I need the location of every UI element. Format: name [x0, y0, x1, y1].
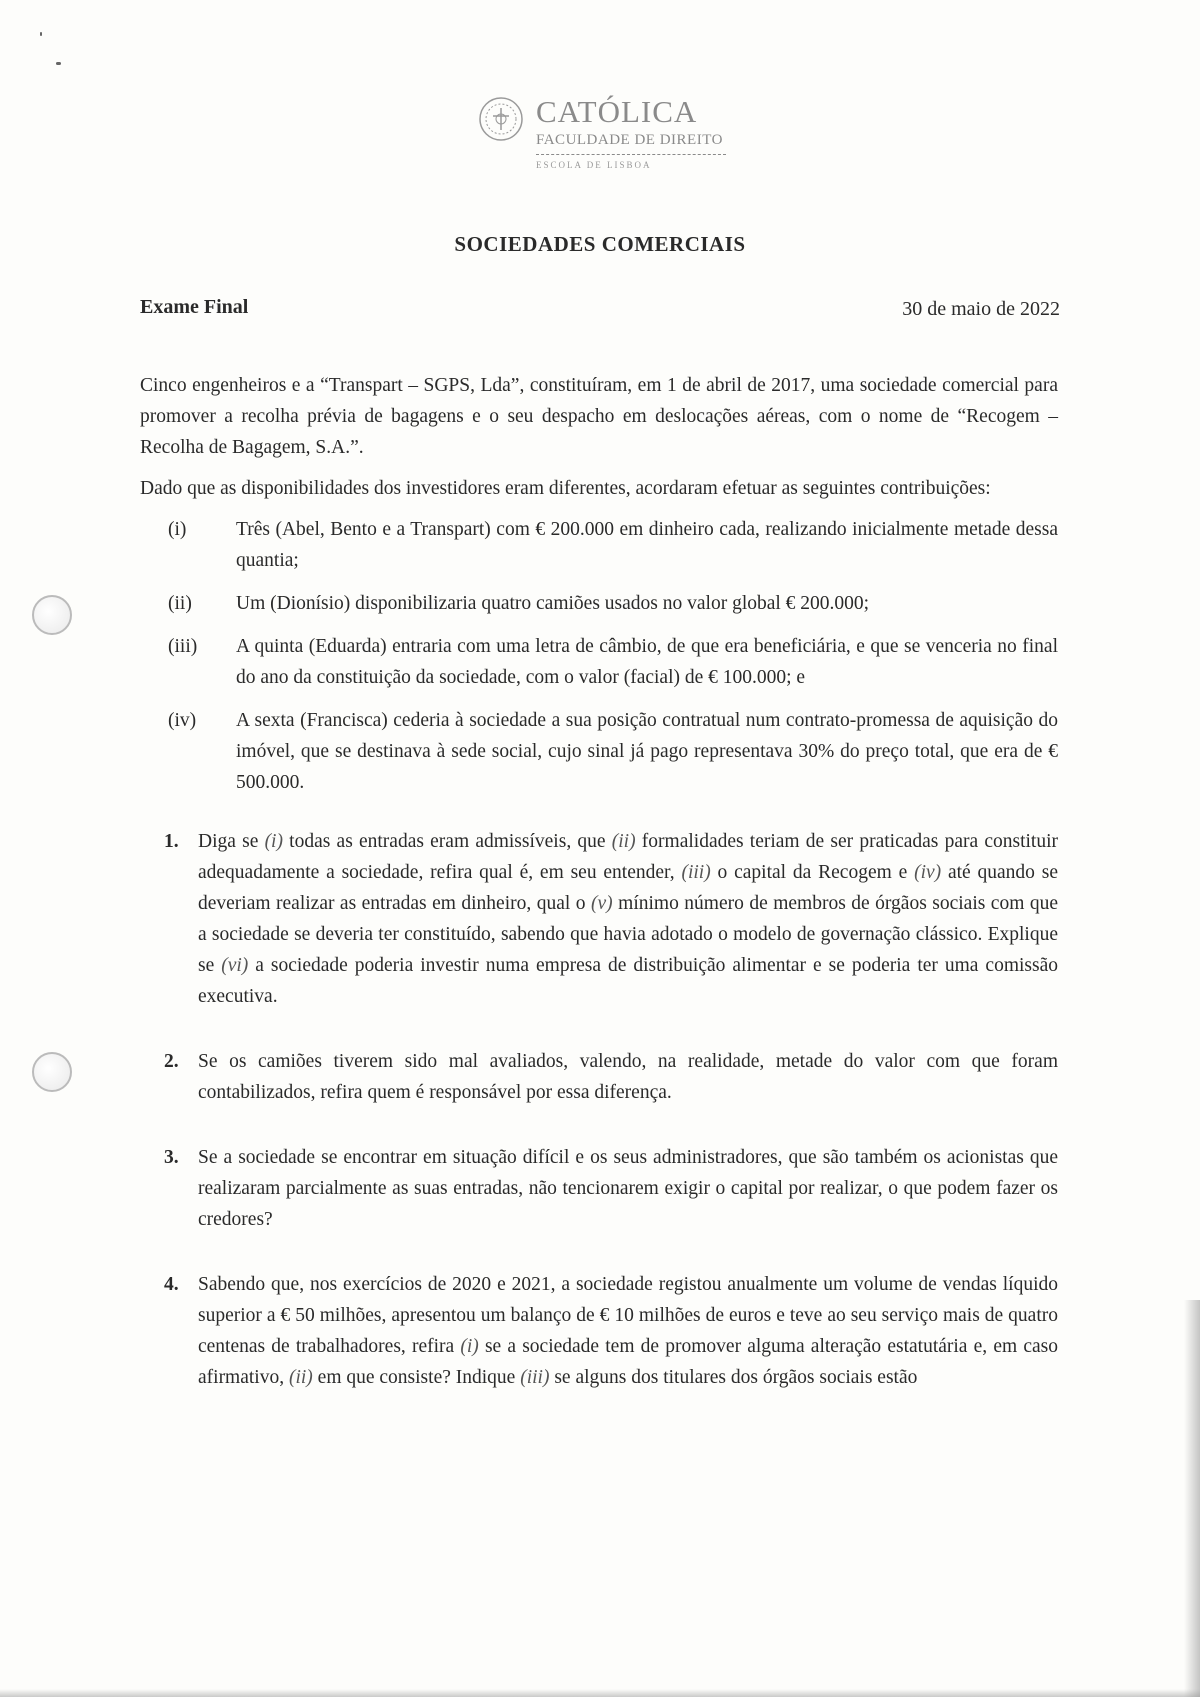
scan-edge-shadow — [1184, 1300, 1200, 1697]
scan-speck — [40, 32, 42, 36]
contribution-text: A sexta (Francisca) cederia à sociedade a sua posição contratual num contrato-promessa de aquisição do imóvel, que se destinava à sede social, cujo sinal já pago representava 30% do preço total, que era de € 500.000. — [236, 710, 1058, 793]
scan-speck — [56, 62, 61, 65]
question-text: Sabendo que, nos exercícios de 2020 e 2021, a sociedade registou anualmente um volume de vendas líquido superior a € 50 milhões, apresentou um balanço de € 10 milhões de euros e teve ao seu serviço mais de quatro centenas de trabalhadores, refira (i) se a sociedade tem de promover alguma alteração estatutária e, em caso afirmativo, (ii) em que consiste? Indique (iii) se alguns dos titulares dos órgãos sociais estão — [198, 1274, 1058, 1388]
subquestion-marker: (ii) — [288, 1367, 313, 1388]
question-number: 3. — [164, 1147, 179, 1168]
subquestion-marker: (iv) — [914, 862, 942, 883]
subquestion-marker: (i) — [264, 831, 283, 852]
university-seal-icon — [478, 96, 524, 142]
punch-hole — [32, 1052, 72, 1092]
contribution-item — [140, 514, 1058, 576]
contribution-number: (i) — [168, 519, 187, 540]
logo-divider — [536, 154, 726, 155]
question-item — [140, 1269, 1058, 1393]
contribution-number: (iv) — [168, 710, 197, 731]
document-title: SOCIEDADES COMERCIAIS — [454, 232, 746, 256]
question-item — [140, 1046, 1058, 1108]
question-text: Diga se (i) todas as entradas eram admissíveis, que (ii) formalidades teriam de ser praticadas para constituir adequadamente a sociedade, refira qual é, em seu entender, (iii) o capital da Recogem e (iv) até quando se deveriam realizar as entradas em dinheiro, qual o (v) mínimo número de membros de órgãos sociais com que a sociedade se deveria ter constituído, sabendo que havia adotado o modelo de governação clássico. Explique se (vi) a sociedade poderia investir numa empresa de distribuição alimentar e se poderia ter uma comissão executiva. — [198, 831, 1059, 1007]
subquestion-marker: (vi) — [221, 955, 249, 976]
contribution-text: A quinta (Eduarda) entraria com uma letra de câmbio, de que era beneficiária, e que se venceria no final do ano da constituição da sociedade, com o valor (facial) de € 100.000; e — [236, 636, 1058, 688]
logo-tagline: ESCOLA DE LISBOA — [536, 160, 652, 170]
subquestion-marker: (ii) — [611, 831, 636, 852]
contribution-item — [140, 705, 1058, 798]
contribution-item — [140, 631, 1058, 693]
intro-paragraph: Cinco engenheiros e a “Transpart – SGPS, Lda”, constituíram, em 1 de abril de 2017, uma sociedade comercial para promover a recolha prévia de bagagens e o seu despacho em deslocações aéreas, com o nome de “Recogem – Recolha de Bagagem, S.A.”. — [140, 375, 1058, 458]
subquestion-marker: (iii) — [520, 1367, 550, 1388]
university-logo — [478, 92, 738, 182]
subquestion-marker: (v) — [591, 893, 613, 914]
contribution-list — [140, 514, 1058, 798]
question-number: 1. — [164, 831, 179, 852]
question-item — [140, 826, 1058, 1012]
question-number: 2. — [164, 1051, 179, 1072]
contribution-text: Três (Abel, Bento e a Transpart) com € 200.000 em dinheiro cada, realizando inicialmente metade dessa quantia; — [236, 519, 1058, 571]
contribution-text: Um (Dionísio) disponibilizaria quatro camiões usados no valor global € 200.000; — [236, 593, 870, 614]
exam-label: Exame Final — [140, 296, 249, 318]
question-text: Se a sociedade se encontrar em situação difícil e os seus administradores, que são também os acionistas que realizaram parcialmente as suas entradas, não tencionarem exigir o capital por realizar, o que podem fazer os credores? — [198, 1147, 1058, 1230]
question-text: Se os camiões tiverem sido mal avaliados, valendo, na realidade, metade do valor com que foram contabilizados, refira quem é responsável por essa diferença. — [198, 1051, 1058, 1103]
question-number: 4. — [164, 1274, 179, 1295]
contribution-item — [140, 588, 1058, 619]
intro-paragraph: Dado que as disponibilidades dos investidores eram diferentes, acordaram efetuar as seguintes contribuições: — [140, 478, 991, 499]
question-list — [140, 826, 1058, 1393]
punch-hole — [32, 595, 72, 635]
scan-bottom-shadow — [0, 1689, 1200, 1697]
exam-body — [140, 370, 1058, 1427]
contribution-number: (iii) — [168, 636, 198, 657]
logo-name: CATÓLICA — [536, 94, 698, 129]
question-item — [140, 1142, 1058, 1235]
contribution-number: (ii) — [168, 593, 192, 614]
subquestion-marker: (iii) — [681, 862, 711, 883]
exam-date: 30 de maio de 2022 — [902, 298, 1060, 320]
subquestion-marker: (i) — [460, 1336, 479, 1357]
logo-subtitle: FACULDADE DE DIREITO — [536, 132, 723, 148]
